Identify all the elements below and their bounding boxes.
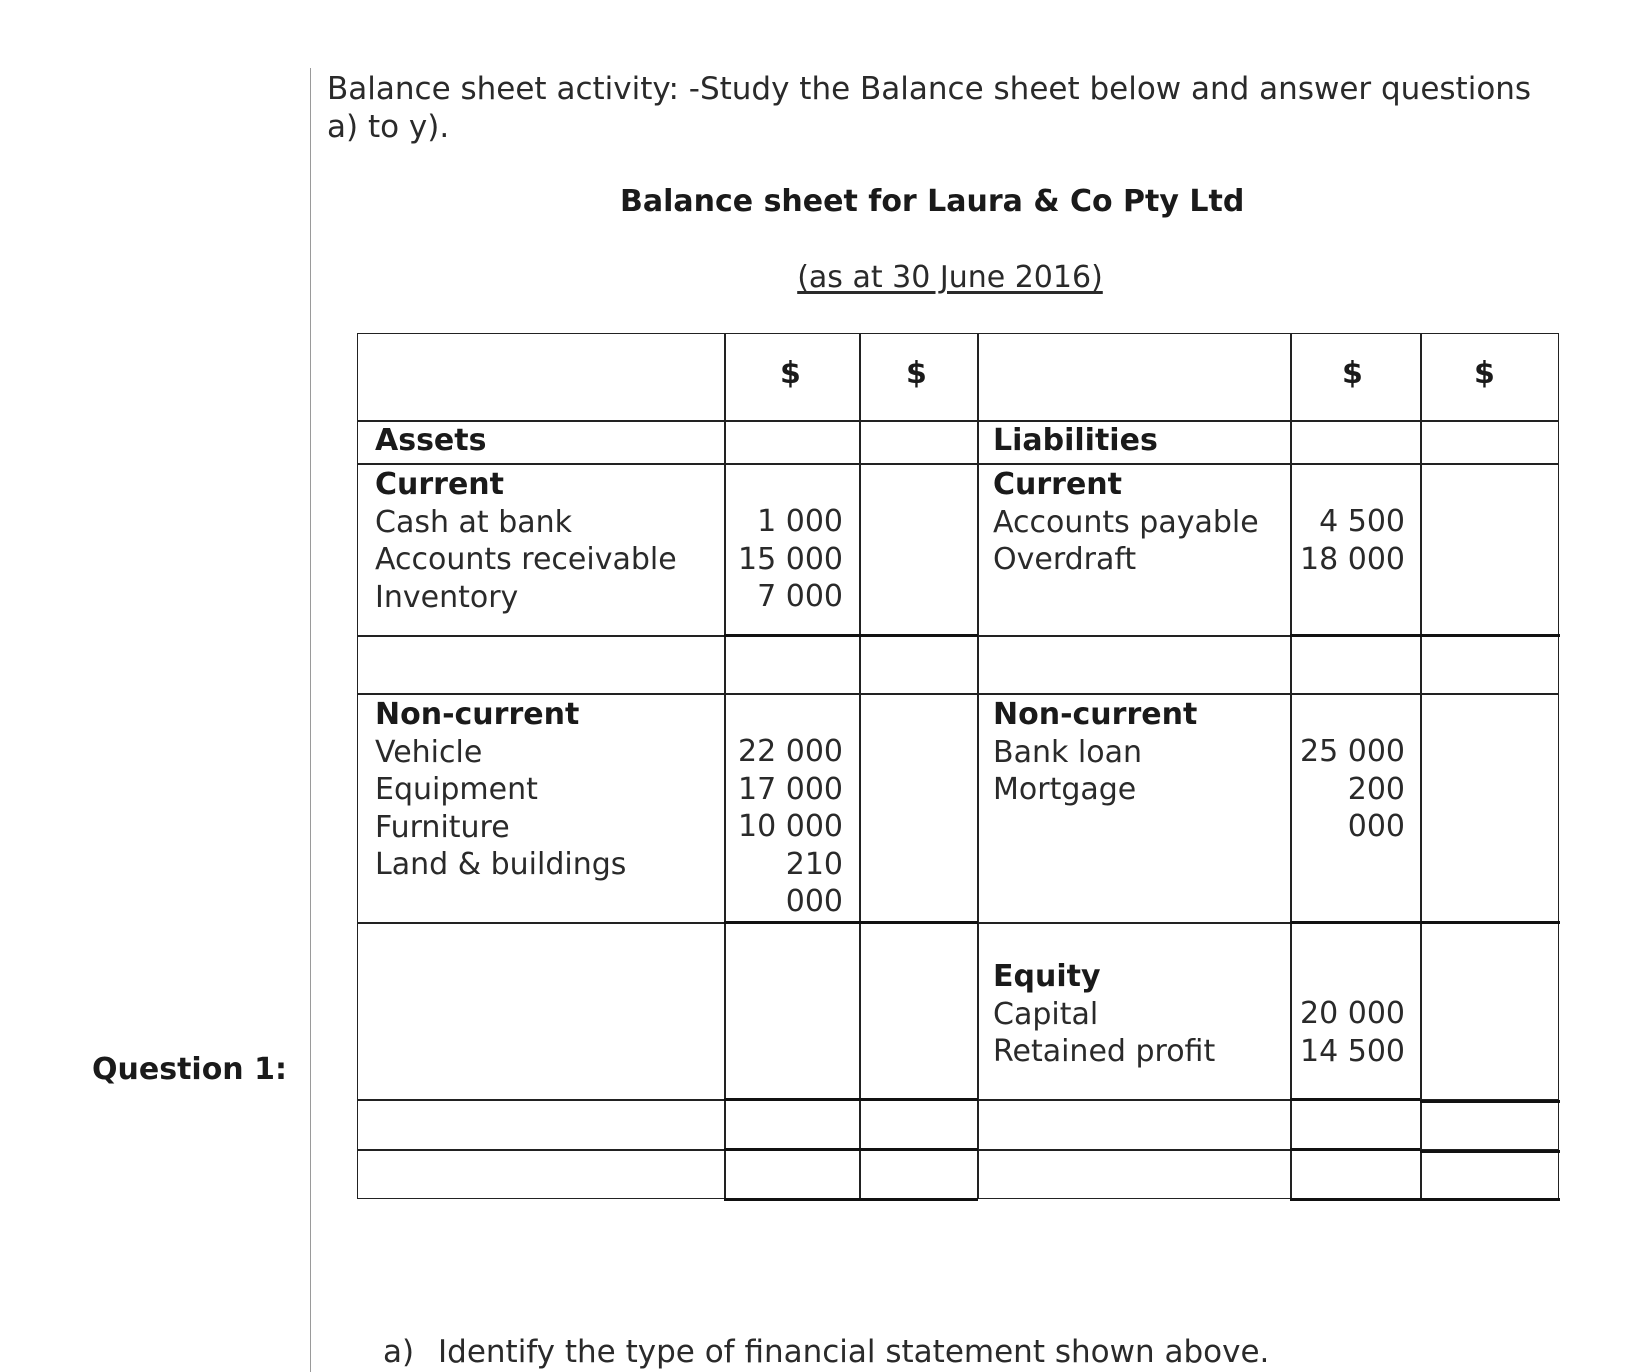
- non-current-assets-amounts: [724, 733, 843, 921]
- balance-sheet-table: [357, 333, 1559, 1199]
- current-liabilities-amounts: [1290, 503, 1405, 578]
- asset-amount: 1 000: [757, 504, 843, 539]
- margin-line: [310, 68, 311, 1372]
- total-double-rule: [1290, 1198, 1560, 1201]
- asset-label: Accounts receivable: [375, 542, 677, 577]
- subtotal-rule: [724, 634, 978, 637]
- assets-heading: Assets: [375, 423, 487, 458]
- liability-amount: 000: [1347, 809, 1405, 844]
- asset-label: Vehicle: [375, 734, 483, 770]
- liabilities-heading: Liabilities: [993, 423, 1158, 458]
- liability-label: Mortgage: [993, 772, 1137, 807]
- asset-amount: 22 000: [738, 734, 843, 769]
- dollar-column-header: $: [1474, 356, 1495, 391]
- asset-amount: 15 000: [738, 541, 843, 577]
- question-a-letter: a): [383, 1334, 415, 1370]
- non-current-liabilities-amounts: [1290, 733, 1405, 846]
- liability-label: Overdraft: [993, 542, 1137, 577]
- liability-amount: 4 500: [1319, 504, 1405, 539]
- balance-sheet-date: [750, 260, 1150, 295]
- asset-label: Inventory: [375, 579, 519, 615]
- dollar-column-header: $: [906, 356, 927, 391]
- dollar-column-header: $: [1342, 356, 1363, 391]
- balance-sheet-date-text: (as at 30 June 2016): [797, 260, 1103, 295]
- liability-label: Accounts payable: [993, 504, 1259, 540]
- instructions-line-1: Balance sheet activity: -Study the Balance sheet below and answer questions: [327, 71, 1532, 107]
- subtotal-rule: [724, 1148, 978, 1151]
- asset-label: Equipment: [375, 772, 538, 807]
- subtotal-rule: [724, 1098, 978, 1101]
- asset-amount: 7 000: [757, 579, 843, 614]
- liability-amount: 25 000: [1300, 734, 1405, 769]
- equity-amount: 14 500: [1300, 1033, 1405, 1069]
- non-current-liabilities-block: [993, 696, 1197, 809]
- subtotal-rule: [1420, 1150, 1560, 1153]
- asset-label: Furniture: [375, 809, 510, 845]
- equity-amounts: [1290, 995, 1405, 1070]
- row-divider: [358, 693, 1558, 695]
- total-double-rule: [724, 1198, 978, 1201]
- current-liabilities-heading: Current: [993, 467, 1123, 502]
- non-current-assets-heading: Non-current: [375, 697, 580, 732]
- subtotal-rule: [1290, 634, 1560, 637]
- asset-amount: 000: [785, 884, 843, 919]
- current-assets-amounts: [724, 503, 843, 616]
- subtotal-rule: [724, 921, 978, 924]
- asset-label: Land & buildings: [375, 847, 627, 882]
- non-current-assets-block: [375, 696, 626, 884]
- question-a: [383, 1334, 1269, 1370]
- equity-amount: 20 000: [1300, 996, 1405, 1031]
- current-liabilities-block: [993, 466, 1259, 579]
- asset-label: Cash at bank: [375, 504, 573, 540]
- subtotal-rule: [1420, 1100, 1560, 1103]
- equity-label: Retained profit: [993, 1034, 1216, 1069]
- subtotal-rule: [1290, 921, 1560, 924]
- liability-label: Bank loan: [993, 734, 1142, 770]
- balance-sheet-title: Balance sheet for Laura & Co Pty Ltd: [620, 184, 1245, 219]
- equity-block: [993, 958, 1215, 1071]
- question-number-label: Question 1:: [92, 1052, 287, 1087]
- liability-amount: 200: [1347, 771, 1405, 807]
- liability-amount: 18 000: [1300, 541, 1405, 577]
- activity-instructions: [327, 70, 1532, 146]
- asset-amount: 210: [785, 846, 843, 882]
- equity-heading: Equity: [993, 959, 1101, 994]
- row-divider: [358, 463, 1558, 465]
- subtotal-rule: [1290, 1098, 1420, 1101]
- current-assets-block: [375, 466, 677, 616]
- instructions-line-2: a) to y).: [327, 109, 450, 145]
- equity-label: Capital: [993, 996, 1099, 1032]
- subtotal-rule: [1290, 1148, 1420, 1151]
- current-assets-heading: Current: [375, 467, 505, 502]
- dollar-column-header: $: [780, 356, 801, 391]
- non-current-liabilities-heading: Non-current: [993, 697, 1198, 732]
- asset-amount: 10 000: [738, 809, 843, 844]
- question-a-text: Identify the type of financial statement shown above.: [438, 1334, 1270, 1370]
- asset-amount: 17 000: [738, 771, 843, 807]
- row-divider: [358, 420, 1558, 422]
